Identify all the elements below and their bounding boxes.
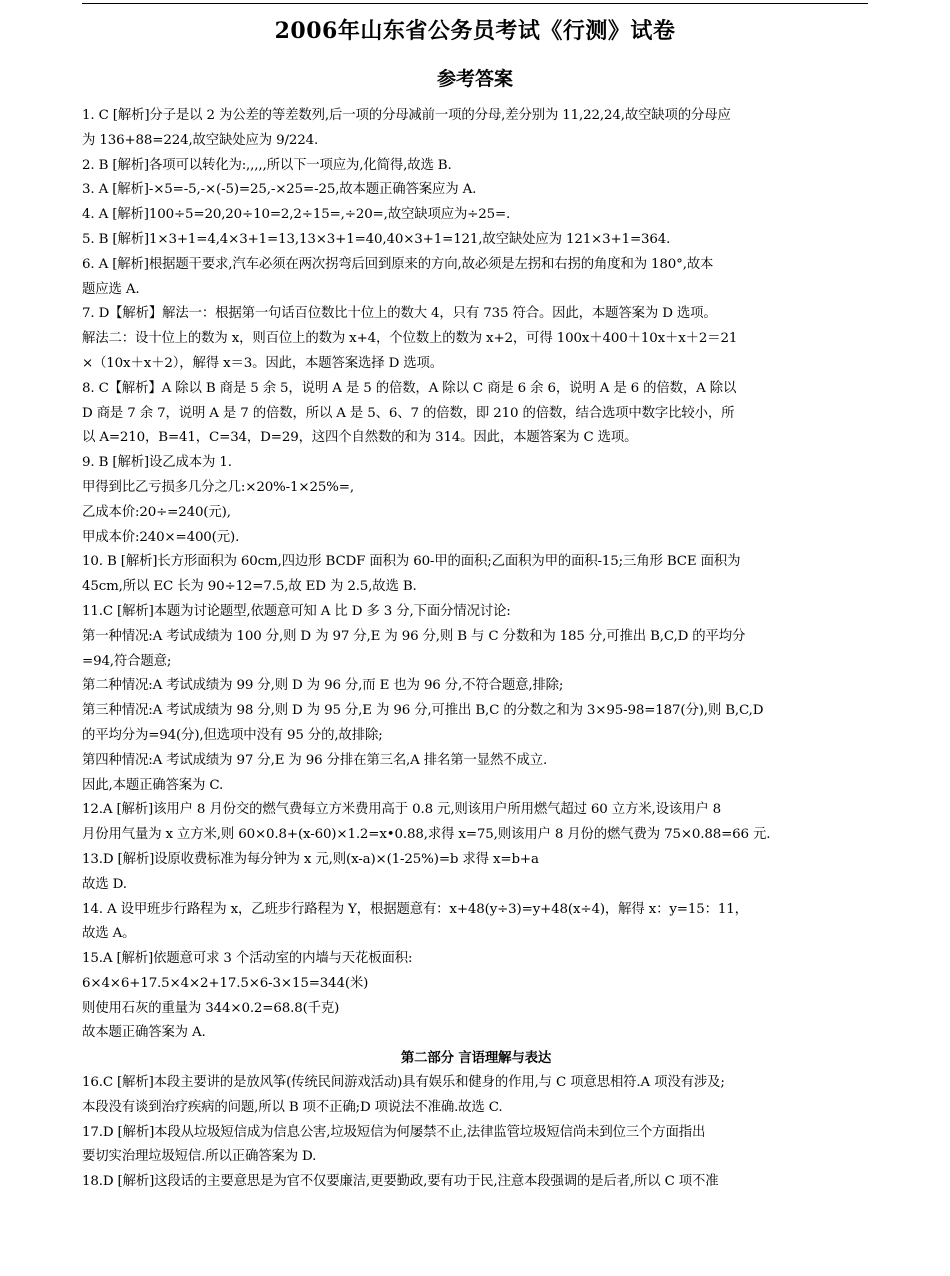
answer-body — [82, 104, 870, 1195]
text-line: 12.A [解析]该用户 8 月份交的燃气费每立方米费用高于 0.8 元,则该用户所用燃气超过 60 立方米,设该用户 8 — [82, 802, 722, 818]
text-line: 以 A=210，B=41，C=34，D=29，这四个自然数的和为 314。因此，本题答案为 C 选项。 — [82, 430, 638, 446]
top-rule — [82, 3, 868, 4]
text-line: 1. C [解析]分子是以 2 为公差的等差数列,后一项的分母减前一项的分母,差分别为 11,22,24,故空缺项的分母应 — [82, 108, 731, 123]
text-line: 故选 D. — [82, 876, 127, 892]
text-line: 甲成本价:240×=400(元). — [82, 529, 240, 545]
text-line: 为 136+88=224,故空缺处应为 9/224. — [82, 132, 319, 148]
text-line: 7. D【解析】解法一：根据第一句话百位数比十位上的数大 4，只有 735 符合。因此，本题答案为 D 选项。 — [82, 306, 717, 322]
text-line: 5. B [解析]1×3+1=4,4×3+1=13,13×3+1=40,40×3+1=121,故空缺处应为 121×3+1=364. — [82, 231, 671, 247]
text-line: 第三种情况:A 考试成绩为 98 分,则 D 为 95 分,E 为 96 分,可推出 B,C 的分数之和为 3×95-98=187(分),则 B,C,D — [82, 703, 764, 719]
text-line: 16.C [解析]本段主要讲的是放风筝(传统民间游戏活动)具有娱乐和健身的作用,与 C 项意思相符.A 项没有涉及; — [82, 1075, 725, 1091]
text-line: 故本题正确答案为 A. — [82, 1025, 206, 1041]
text-line: 10. B [解析]长方形面积为 60cm,四边形 BCDF 面积为 60-甲的面积;乙面积为甲的面积-15;三角形 BCE 面积为 — [82, 554, 741, 570]
text-line: 本段没有谈到治疗疾病的问题,所以 B 项不正确;D 项说法不准确.故选 C. — [82, 1099, 503, 1115]
text-line: ×（10x＋x＋2），解得 x＝3。因此，本题答案选择 D 选项。 — [82, 355, 444, 371]
text-line: 月份用气量为 x 立方米,则 60×0.8+(x-60)×1.2=x•0.88,求得 x=75,则该用户 8 月份的燃气费为 75×0.88=66 元. — [82, 827, 771, 843]
text-line: 45cm,所以 EC 长为 90÷12=7.5,故 ED 为 2.5,故选 B. — [82, 579, 417, 595]
text-line: 6×4×6+17.5×4×2+17.5×6-3×15=344(米) — [82, 975, 369, 991]
text-line: 则使用石灰的重量为 344×0.2=68.8(千克) — [82, 1000, 340, 1016]
text-line: 14. A 设甲班步行路程为 x，乙班步行路程为 Y，根据题意有：x+48(y÷3)=y+48(x÷4)，解得 x：y=15：11， — [82, 901, 748, 917]
text-line: 第一种情况:A 考试成绩为 100 分,则 D 为 97 分,E 为 96 分,则 B 与 C 分数和为 185 分,可推出 B,C,D 的平均分 — [82, 628, 746, 644]
text-line: 乙成本价:20÷=240(元), — [82, 504, 231, 520]
text-line: 因此,本题正确答案为 C. — [82, 777, 224, 793]
text-line: =94,符合题意; — [82, 653, 172, 669]
section-heading: 第二部分 言语理解与表达 — [400, 1050, 552, 1067]
page-subtitle: 参考答案 — [436, 68, 513, 90]
text-line: 13.D [解析]设原收费标准为每分钟为 x 元,则(x-a)×(1-25%)=b 求得 x=b+a — [82, 851, 539, 867]
text-line: 18.D [解析]这段话的主要意思是为官不仅要廉洁,更要勤政,要有功于民,注意本段强调的是后者,所以 C 项不准 — [82, 1174, 719, 1190]
text-line: 4. A [解析]100÷5=20,20÷10=2,2÷15=,÷20=,故空缺项应为÷25=. — [82, 207, 511, 223]
text-line: 甲得到比乙亏损多几分之几:×20%-1×25%=, — [82, 479, 354, 495]
text-line: 2. B [解析]各项可以转化为:,,,,,所以下一项应为,化简得,故选 B. — [82, 157, 452, 173]
text-line: 题应选 A. — [82, 281, 140, 297]
text-line: 第四种情况:A 考试成绩为 97 分,E 为 96 分排在第三名,A 排名第一显然不成立. — [82, 752, 548, 768]
text-line: 要切实治理垃圾短信.所以正确答案为 D. — [82, 1149, 317, 1165]
text-line: 6. A [解析]根据题干要求,汽车必须在两次拐弯后回到原来的方向,故必须是左拐和右拐的角度和为 180°,故本 — [82, 256, 714, 272]
text-line: 9. B [解析]设乙成本为 1. — [82, 455, 232, 471]
page-title: 2006年山东省公务员考试《行测》试卷 — [274, 18, 676, 44]
text-line: 11.C [解析]本题为讨论题型,依题意可知 A 比 D 多 3 分,下面分情况讨论: — [82, 603, 511, 619]
text-line: 故选 A。 — [82, 926, 136, 942]
text-line: 第二种情况:A 考试成绩为 99 分,则 D 为 96 分,而 E 也为 96 分,不符合题意,排除; — [82, 678, 564, 694]
text-line: 3. A [解析]-×5=-5,-×(-5)=25,-×25=-25,故本题正确答案应为 A. — [82, 182, 477, 198]
text-line: D 商是 7 余 7，说明 A 是 7 的倍数，所以 A 是 5、6、7 的倍数，即 210 的倍数，结合选项中数字比较小，所 — [82, 405, 735, 421]
text-line: 的平均分为=94(分),但选项中没有 95 分的,故排除; — [82, 727, 383, 743]
text-line: 8. C【解析】A 除以 B 商是 5 余 5，说明 A 是 5 的倍数，A 除以 C 商是 6 余 6，说明 A 是 6 的倍数，A 除以 — [82, 380, 737, 396]
text-line: 解法二：设十位上的数为 x，则百位上的数为 x+4，个位数上的数为 x+2，可得 100x＋400＋10x＋x＋2＝21 — [82, 331, 738, 347]
text-line: 15.A [解析]依题意可求 3 个活动室的内墙与天花板面积: — [82, 951, 413, 967]
text-line: 17.D [解析]本段从垃圾短信成为信息公害,垃圾短信为何屡禁不止,法律监管垃圾短信尚未到位三个方面指出 — [82, 1124, 706, 1140]
